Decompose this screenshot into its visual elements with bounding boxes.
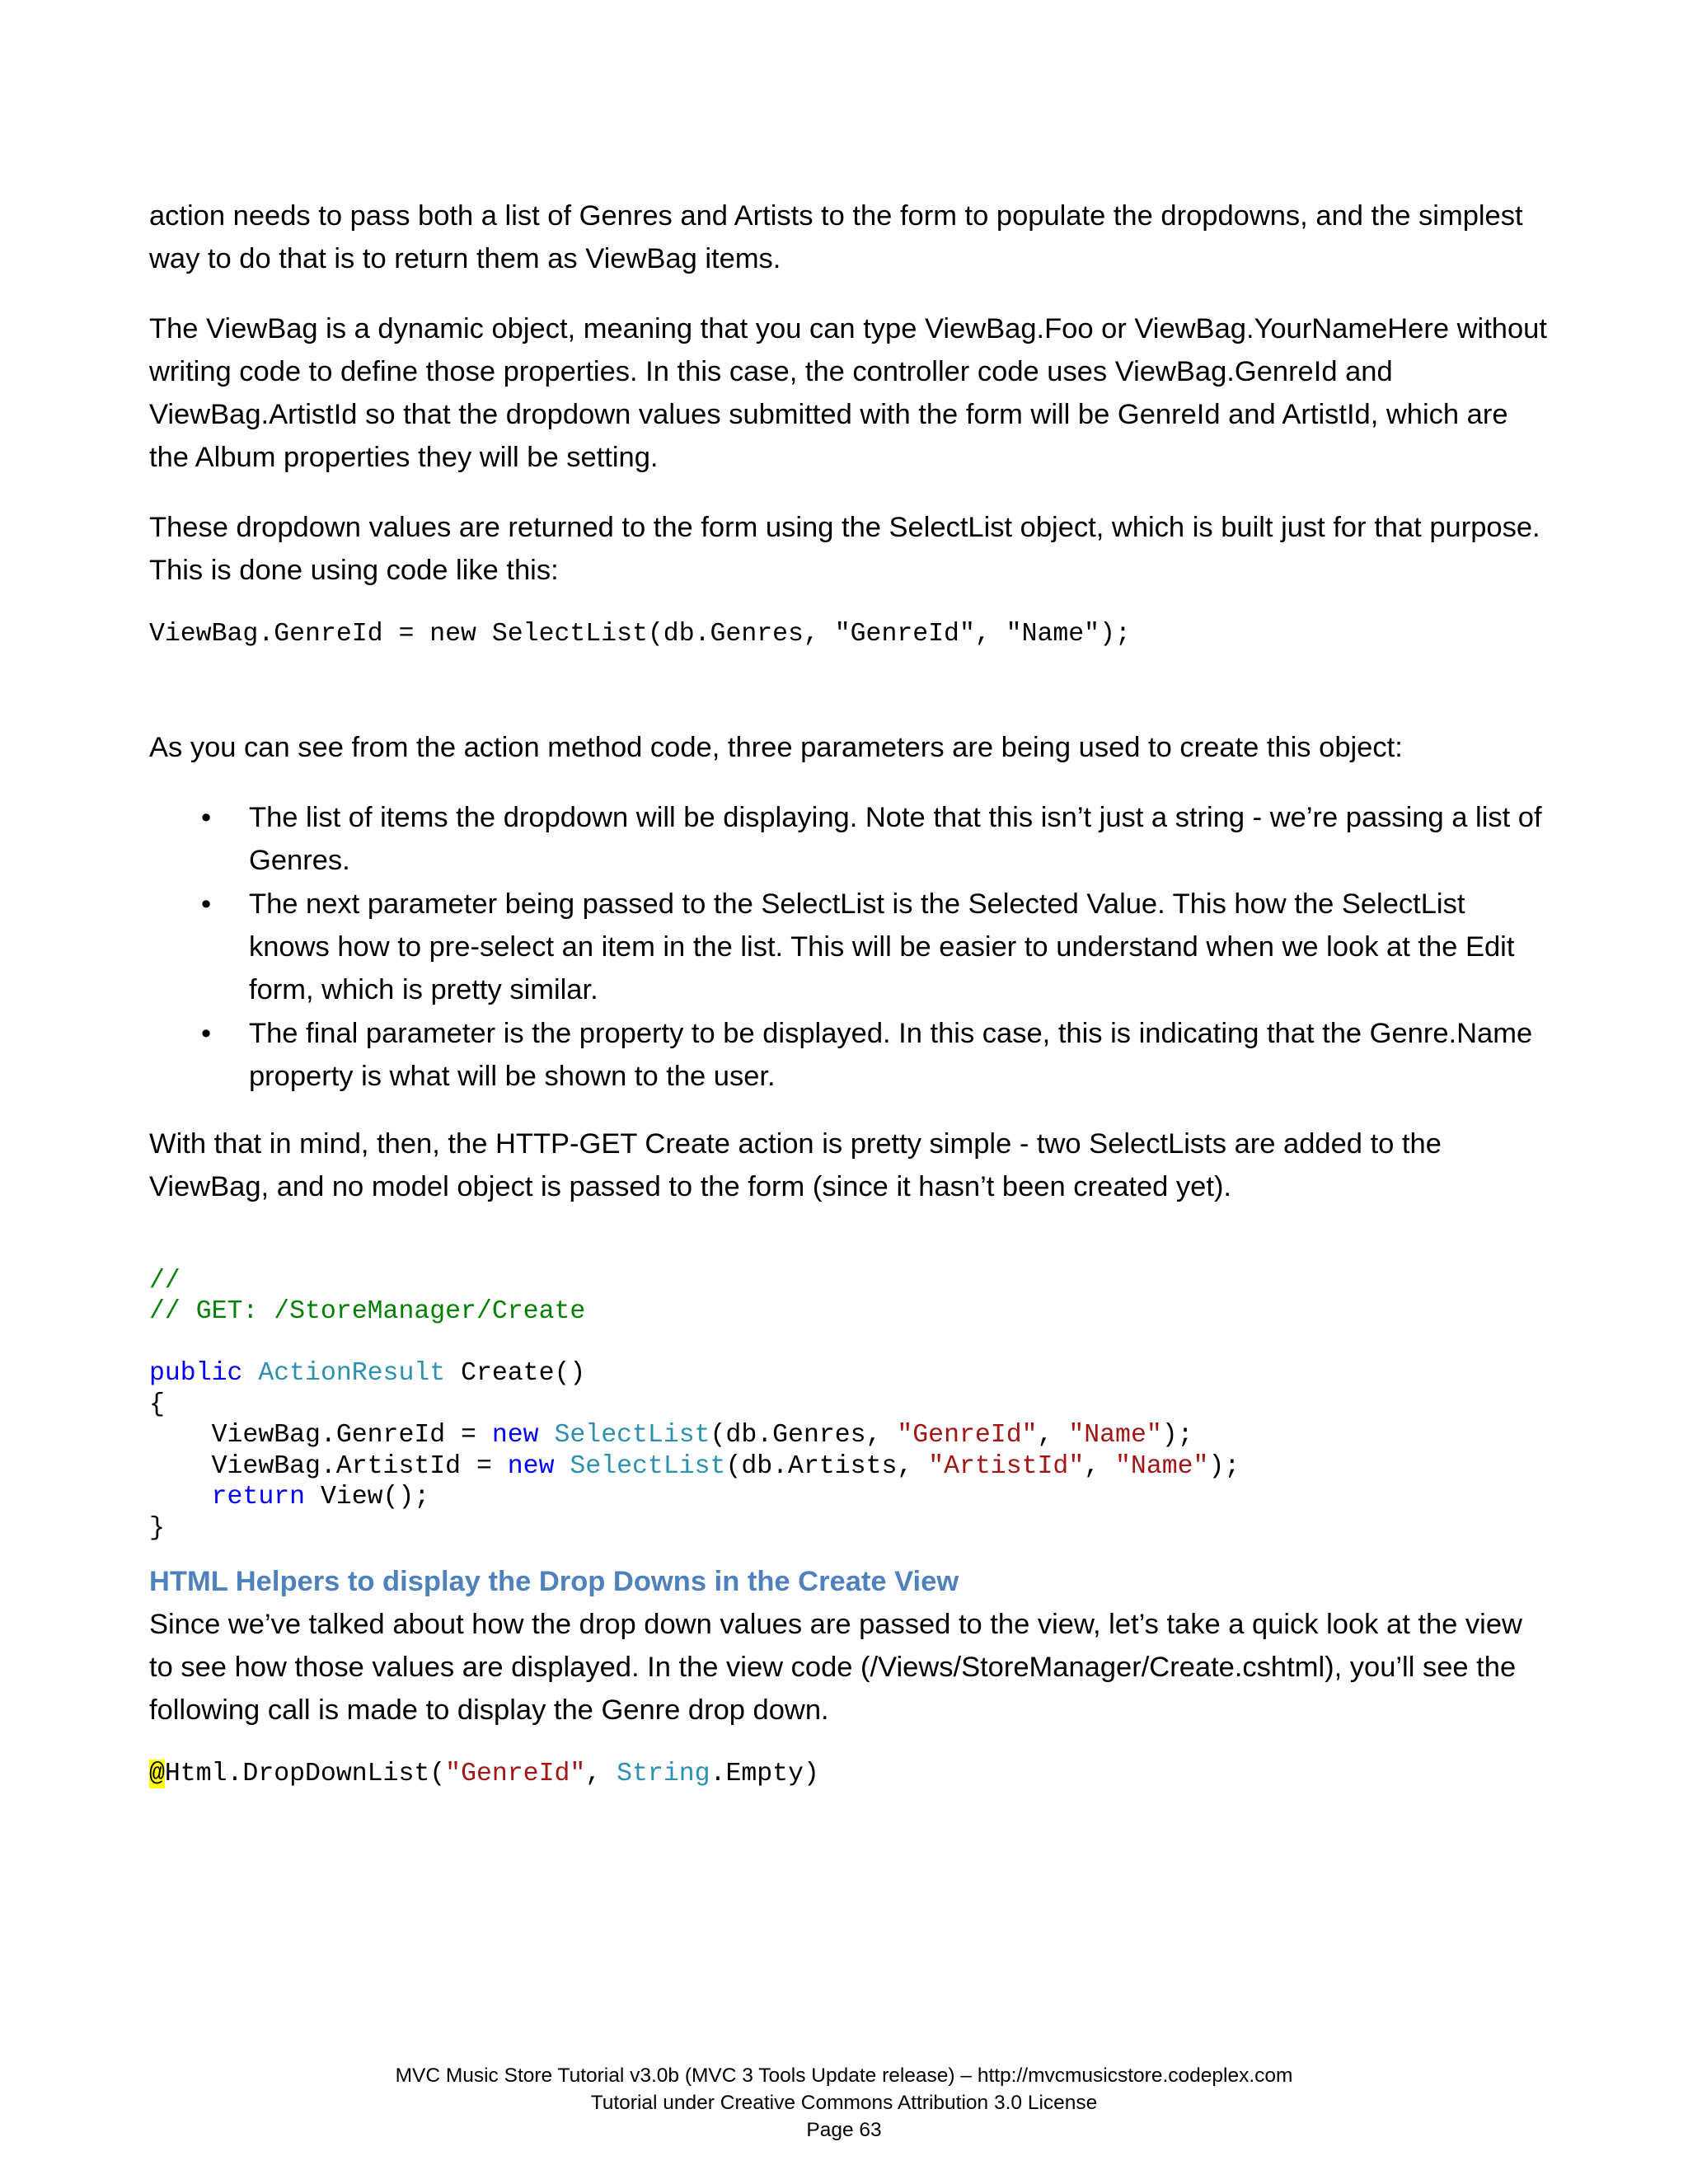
paragraph-http-get: With that in mind, then, the HTTP-GET Create action is pretty simple - two SelectLists are added to the ViewBag, and no model object is passed to the form (since it hasn’t been created yet).: [149, 1127, 1442, 1202]
parameter-list: [149, 796, 1550, 1098]
code-snippet-dropdownlist: @Html.DropDownList("GenreId", String.Empty): [149, 1760, 819, 1788]
page-content: [149, 194, 1550, 1790]
bullet-icon: •: [201, 801, 212, 833]
page-footer: [0, 2062, 1688, 2144]
code-block-create-action: // // GET: /StoreManager/Create public ActionResult Create() { ViewBag.GenreId = new SelectList(db.Genres, "GenreId", "Name"); ViewBag.ArtistId = new SelectList(db.Artists, "ArtistId", "Name"); return View(); }: [149, 1266, 1240, 1543]
list-item: • The final parameter is the property to be displayed. In this case, this is indicating that the Genre.Name property is what will be shown to the user.: [149, 1012, 1550, 1098]
section-heading: HTML Helpers to display the Drop Downs in the Create View: [149, 1566, 959, 1597]
footer-tutorial-line: MVC Music Store Tutorial v3.0b (MVC 3 Tools Update release) – http://mvcmusicstore.codeplex.com: [395, 2064, 1293, 2087]
bullet-icon: •: [201, 1017, 212, 1049]
paragraph-intro: action needs to pass both a list of Genres and Artists to the form to populate the dropdowns, and the simplest way to do that is to return them as ViewBag items.: [149, 200, 1523, 274]
code-snippet-selectlist: ViewBag.GenreId = new SelectList(db.Genres, "GenreId", "Name");: [149, 620, 1131, 649]
paragraph-view-code: Since we’ve talked about how the drop down values are passed to the view, let’s take a quick look at the view to see how those values are displayed. In the view code (/Views/StoreManager/Create.cshtml), you’ll see the following call is made to display the Genre drop down.: [149, 1609, 1522, 1726]
bullet-icon: •: [201, 888, 212, 920]
paragraph-selectlist: These dropdown values are returned to the form using the SelectList object, which is built just for that purpose. This is done using code like this:: [149, 512, 1540, 586]
list-item: • The list of items the dropdown will be displaying. Note that this isn’t just a string - we’re passing a list of Genres.: [149, 796, 1550, 882]
paragraph-parameters: As you can see from the action method code, three parameters are being used to create this object:: [149, 731, 1403, 763]
paragraph-viewbag: The ViewBag is a dynamic object, meaning that you can type ViewBag.Foo or ViewBag.YourNameHere without writing code to define those properties. In this case, the controller code uses ViewBag.GenreId and ViewBag.ArtistId so that the dropdown values submitted with the form will be GenreId and ArtistId, which are the Album properties they will be setting.: [149, 313, 1547, 473]
footer-license-line: Tutorial under Creative Commons Attribution 3.0 License: [590, 2092, 1098, 2114]
list-item: • The next parameter being passed to the SelectList is the Selected Value. This how the SelectList knows how to pre-select an item in the list. This will be easier to understand when we look at the Edit form, which is pretty similar.: [149, 883, 1550, 1011]
page-number: Page 63: [806, 2119, 882, 2141]
